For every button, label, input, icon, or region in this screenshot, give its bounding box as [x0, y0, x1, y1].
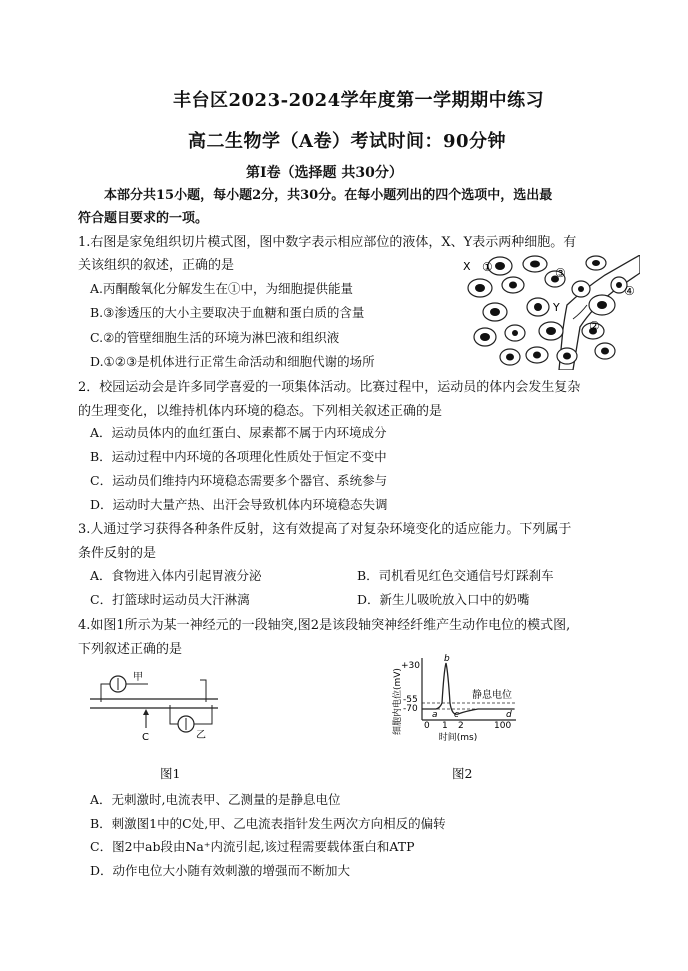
- x-axis-label: 时间(ms): [438, 733, 478, 743]
- label-2: ②: [589, 319, 600, 333]
- q4-option-d: D．动作电位大小随有效刺激的增强而不断加大: [90, 863, 351, 878]
- point-a: a: [432, 710, 438, 720]
- y-axis-label: 细胞内电位(mV): [393, 668, 403, 735]
- instruction-line-1: 本部分共15小题，每小题2分，共30分。在每小题列出的四个选项中，选出最: [104, 188, 553, 203]
- q4-option-a: A．无刺激时,电流表甲、乙测量的是静息电位: [90, 792, 341, 807]
- q4-stem-2: 下列叙述正确的是: [78, 642, 183, 657]
- figure-2-caption: 图2: [452, 766, 473, 781]
- q2-option-d: D．运动时大量产热、出汗会导致机体内环境稳态失调: [90, 497, 388, 512]
- q1-stem-2: 关该组织的叙述，正确的是: [78, 258, 235, 273]
- q3-option-a: A．食物进入体内引起胃液分泌: [90, 568, 262, 583]
- instruction-line-2: 符合题目要求的一项。: [78, 211, 209, 226]
- ytick-minus70: -70: [403, 704, 418, 714]
- meter-yi-label: 乙: [196, 730, 206, 741]
- q2-option-c: C．运动员们维持内环境稳态需要多个器官、系统参与: [90, 473, 388, 488]
- q4-option-c: C．图2中ab段由Na⁺内流引起,该过程需要载体蛋白和ATP: [90, 839, 415, 854]
- q2-stem-2: 的生理变化，以维持机体内环境的稳态。下列相关叙述正确的是: [78, 404, 443, 419]
- q4-option-b: B．刺激图1中的C处,甲、乙电流表指针发生两次方向相反的偏转: [90, 816, 446, 831]
- label-x: X: [463, 260, 471, 273]
- q1-option-c: C.②的管壁细胞生活的环境为淋巴液和组织液: [90, 330, 340, 345]
- xtick-2: 2: [458, 721, 464, 731]
- q4-stem-1: 4.如图1所示为某一神经元的一段轴突,图2是该段轴突神经纤维产生动作电位的模式图,: [78, 618, 571, 633]
- resting-potential-annotation: 静息电位: [472, 690, 512, 701]
- section-heading: 第Ⅰ卷（选择题 共30分）: [246, 165, 403, 181]
- label-4: ④: [624, 284, 635, 298]
- q2-stem-1: 2．校园运动会是许多同学喜爱的一项集体活动。比赛过程中，运动员的体内会发生复杂: [78, 380, 581, 395]
- q2-option-b: B．运动过程中内环境的各项理化性质处于恒定不变中: [90, 449, 387, 464]
- q1-option-a: A.丙酮酸氧化分解发生在①中，为细胞提供能量: [90, 281, 354, 296]
- xtick-1: 1: [442, 721, 448, 731]
- q1-option-d: D.①②③是机体进行正常生命活动和细胞代谢的场所: [90, 354, 375, 369]
- q3-option-c: C．打篮球时运动员大汗淋漓: [90, 592, 250, 607]
- exam-title: 丰台区2023-2024学年度第一学期期中练习: [173, 90, 545, 111]
- figure-1-caption: 图1: [160, 766, 181, 781]
- q1-option-b: B.③渗透压的大小主要取决于血糖和蛋白质的含量: [90, 305, 365, 320]
- q3-stem-2: 条件反射的是: [78, 546, 157, 561]
- label-3: ③: [555, 266, 566, 280]
- xtick-100: 100: [494, 721, 512, 731]
- point-c: c: [454, 710, 459, 720]
- action-potential-figure-2: [388, 650, 528, 755]
- q1-stem-1: 1.右图是家兔组织切片模式图，图中数字表示相应部位的液体，X、Y表示两种细胞。有: [78, 235, 577, 250]
- exam-subtitle: 高二生物学（A卷）考试时间：90分钟: [188, 131, 507, 152]
- tissue-section-figure: [455, 255, 640, 370]
- ytick-plus30: +30: [401, 661, 420, 671]
- q3-option-b: B．司机看见红色交通信号灯踩刹车: [357, 568, 554, 583]
- label-1: ①: [482, 260, 493, 274]
- axon-figure-1: [88, 668, 228, 748]
- label-y: Y: [553, 301, 560, 314]
- q3-option-d: D．新生儿吸吮放入口中的奶嘴: [357, 592, 530, 607]
- stimulus-label-c: C: [142, 732, 149, 743]
- point-d: d: [506, 710, 512, 720]
- q2-option-a: A．运动员体内的血红蛋白、尿素都不属于内环境成分: [90, 425, 387, 440]
- ytick-minus55: -55: [403, 695, 418, 705]
- q3-stem-1: 3.人通过学习获得各种条件反射，这有效提高了对复杂环境变化的适应能力。下列属于: [78, 522, 572, 537]
- meter-jia-label: 甲: [133, 672, 143, 683]
- xtick-0: 0: [424, 721, 430, 731]
- point-b: b: [444, 654, 450, 664]
